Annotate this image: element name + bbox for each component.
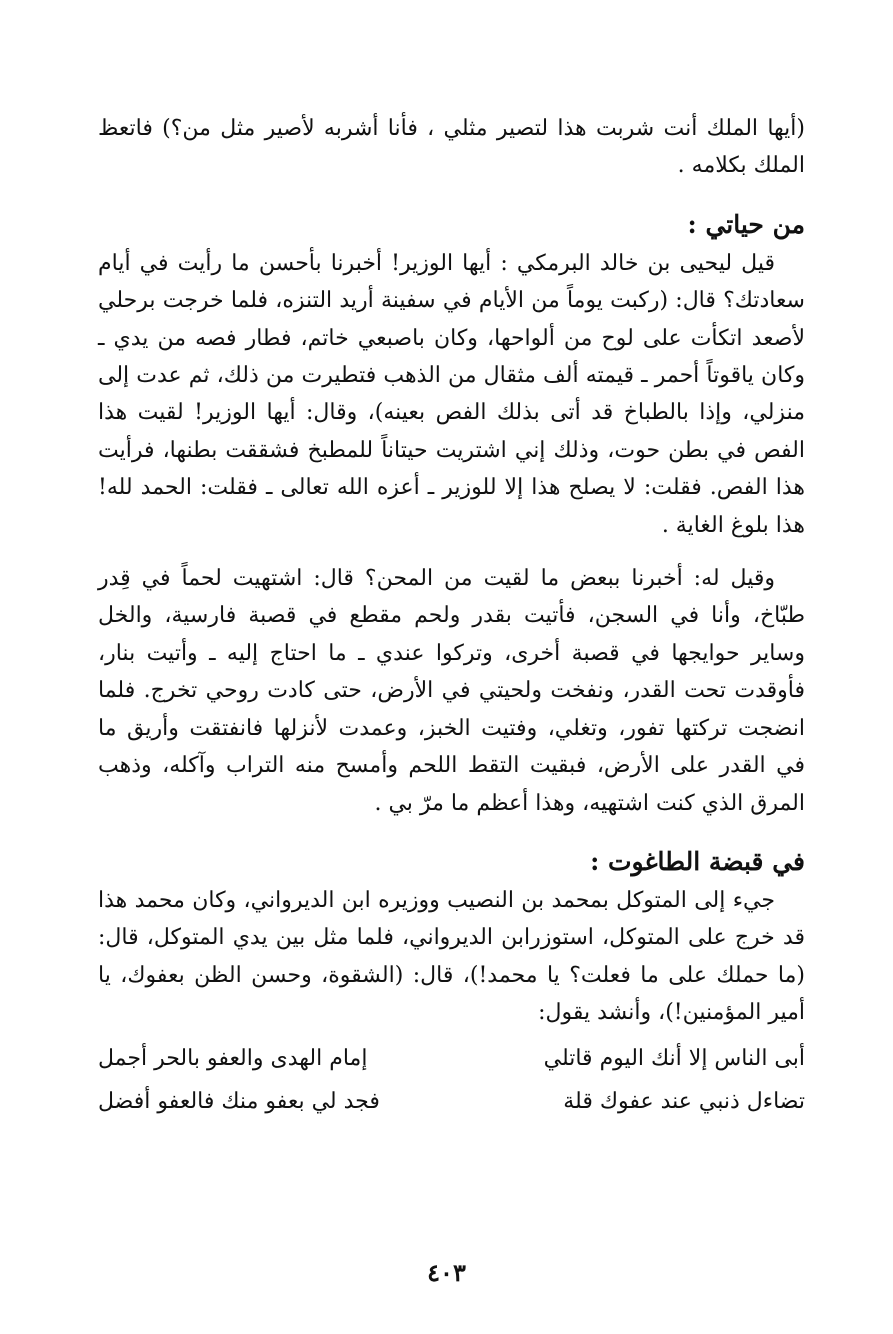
poem-verse-line [98, 1040, 805, 1077]
story-best-memory-paragraph: قيل ليحيى بن خالد البرمكي : أيها الوزير! أخبرنا بأحسن ما رأيت في أيام سعادتك؟ قال: (ركبت يوماً من الأيام في سفينة أريد التنزه، فلما خرجت برحلي لأصعد اتكأت على لوح من ألواحها، وكان باصبعي خاتم، فطار فصه من يدي ـ وكان ياقوتاً أحمر ـ قيمته ألف مثقال من الذهب فتطيرت من ذلك، ثم عدت إلى منزلي، وإذا بالطباخ قد أتى بذلك الفص بعينه)، وقال: أيها الوزير! لقيت هذا الفص في بطن حوت، وذلك إني اشتريت حيتاناً للمطبخ فشققت بطنها، فرأيت هذا الفص. فقلت: لا يصلح هذا إلا للوزير ـ أعزه الله تعالى ـ فقلت: الحمد لله! هذا بلوغ الغاية . [98, 250, 805, 538]
story-mutawakkil-paragraph: جيء إلى المتوكل بمحمد بن النصيب ووزيره ابن الديرواني، وكان محمد هذا قد خرج على المتوكل، استوزرابن الديرواني، فلما مثل بين يدي المتوكل، قال: (ما حملك على ما فعلت؟ يا محمد!)، قال: (الشقوة، وحسن الظن بعفوك، يا أمير المؤمنين!)، وأنشد يقول: [98, 887, 805, 1026]
verse-first-hemistich: تضاءل ذنبي عند عفوك قلة [563, 1088, 805, 1114]
section-heading-my-life: من حياتي : [687, 209, 805, 239]
verse-first-hemistich: أبى الناس إلا أنك اليوم قاتلي [543, 1045, 805, 1071]
poem-verses [98, 1040, 805, 1120]
page-number: ٤٠٣ [427, 1258, 466, 1287]
story-worst-trial-paragraph: وقيل له: أخبرنا ببعض ما لقيت من المحن؟ قال: اشتهيت لحماً في قِدر طبّاخ، وأنا في السجن، فأتيت بقدر ولحم مقطع في قصبة فارسية، والخل وساير حوايجها في قصبة أخرى، وتركوا عندي ـ ما احتاج إليه ـ وأتيت بنار، فأوقدت تحت القدر، ونفخت ولحيتي في الأرض، حتى كادت روحي تخرج. فلما انضجت تركتها تفور، وتغلي، وفتيت الخبز، وعمدت لأنزلها فانفتقت وأريق ما في القدر على الأرض، فبقيت التقط اللحم وأمسح منه التراب وآكله، وذهب المرق الذي كنت اشتهيه، وهذا أعظم ما مرّ بي . [98, 566, 805, 816]
section-heading-tyrant-grip: في قبضة الطاغوت : [590, 846, 805, 876]
poem-verse-line [98, 1083, 805, 1120]
verse-second-hemistich: فجد لي بعفو منك فالعفو أفضل [98, 1088, 380, 1114]
verse-second-hemistich: إمام الهدى والعفو بالحر أجمل [98, 1045, 368, 1071]
intro-paragraph: (أيها الملك أنت شربت هذا لتصير مثلي ، فأنا أشربه لأصير مثل من؟) فاتعظ الملك بكلامه . [98, 116, 805, 179]
